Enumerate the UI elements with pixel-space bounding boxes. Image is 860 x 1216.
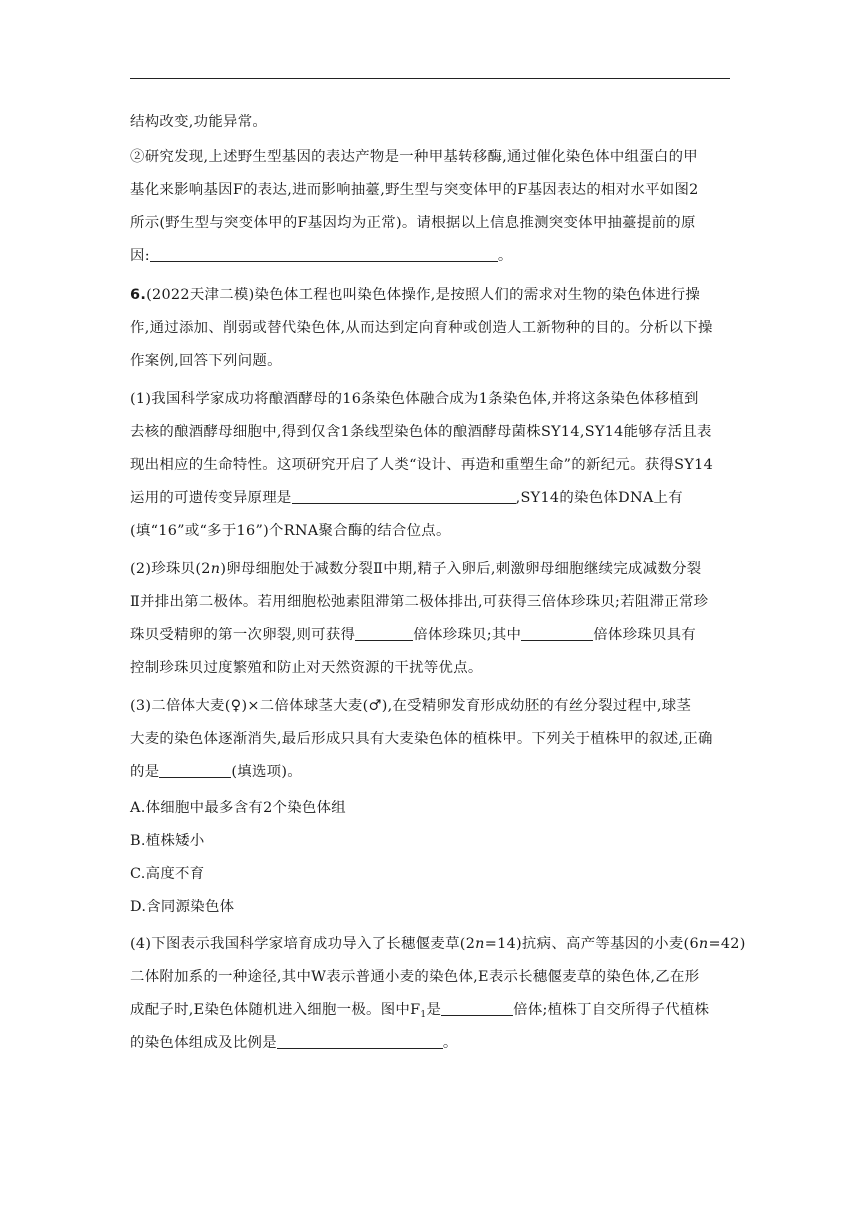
q6-part4-line-3-suffix: 倍体;植株丁自交所得子代植株 <box>513 1002 710 1018</box>
q6-part2-line-3 <box>130 626 696 644</box>
q6-part4-line-4-prefix: 的染色体组成及比例是 <box>130 1035 277 1051</box>
q6-part2-line-1 <box>130 560 701 578</box>
q6-stem-line-1 <box>130 286 700 304</box>
q6-part1-line-2: 去核的酿酒酵母细胞中,得到仅含1条线型染色体的酿酒酵母菌株SY14,SY14能够存活且表 <box>130 424 712 440</box>
q6-part4-italic-n: n <box>475 936 485 952</box>
q6-part2-line-3-prefix: 珠贝受精卵的第一次卵裂,则可获得 <box>130 627 356 643</box>
q6-part4-line-3 <box>130 1001 709 1024</box>
q6-part3-line-2: 大麦的染色体逐渐消失,最后形成只具有大麦染色体的植株甲。下列关于植株甲的叙述,正确 <box>130 731 713 747</box>
q5-line-5 <box>130 247 513 265</box>
option-b[interactable]: B.植株矮小 <box>130 833 205 849</box>
q6-part3-line-3-prefix: 的是 <box>130 764 160 780</box>
q6-part4-line-1 <box>130 935 746 953</box>
answer-blank-q6-2a[interactable] <box>355 626 413 641</box>
q6-part2-line-3-suffix: 倍体珍珠贝具有 <box>593 627 697 643</box>
q6-part1-line-4-prefix: 运用的可遗传变异原理是 <box>130 490 292 506</box>
option-c[interactable]: C.高度不育 <box>130 866 205 882</box>
q6-part3-line-1: (3)二倍体大麦(♀)×二倍体球茎大麦(♂),在受精卵发育形成幼胚的有丝分裂过程中,球茎 <box>130 698 692 714</box>
q6-part4-line-1-a: (4)下图表示我国科学家培育成功导入了长穗偃麦草(2 <box>130 936 476 952</box>
answer-blank-q6-1a[interactable] <box>292 489 516 504</box>
option-d[interactable]: D.含同源染色体 <box>130 899 235 915</box>
q6-part4-line-4-suffix: 。 <box>442 1035 458 1051</box>
q6-part2-line-1-a: (2)珍珠贝(2 <box>130 561 211 577</box>
q6-part2-line-2: Ⅱ并排出第二极体。若用细胞松弛素阻滞第二极体排出,可获得三倍体珍珠贝;若阻滞正常珍 <box>130 594 709 610</box>
answer-blank-q6-4a[interactable] <box>441 1001 513 1016</box>
answer-blank-q6-2b[interactable] <box>521 626 593 641</box>
q6-part4-italic-n-2: n <box>698 936 709 952</box>
q6-stem-line-2: 作,通过添加、削弱或替代染色体,从而达到定向育种或创造人工新物种的目的。分析以下操 <box>130 320 713 336</box>
q6-part2-line-1-b: )卵母细胞处于减数分裂Ⅱ中期,精子入卵后,刺激卵母细胞继续完成减数分裂 <box>220 561 702 577</box>
q6-part2-line-3-mid: 倍体珍珠贝;其中 <box>413 627 522 643</box>
q6-part1-line-3: 现出相应的生命特性。这项研究开启了人类“设计、再造和重塑生命”的新纪元。获得SY14 <box>130 457 714 473</box>
q6-part1-line-4 <box>130 489 683 507</box>
q6-part1-line-1: (1)我国科学家成功将酿酒酵母的16条染色体融合成为1条染色体,并将这条染色体移植到 <box>130 391 699 407</box>
q6-stem-line-3: 作案例,回答下列问题。 <box>130 353 282 369</box>
q6-part3-line-3-suffix: (填选项)。 <box>231 764 302 780</box>
q6-part4-line-4 <box>130 1034 458 1052</box>
q6-part3-line-3 <box>130 763 302 781</box>
q6-part2-italic-n: n <box>210 561 221 577</box>
q6-part4-line-3-mid: 是 <box>426 1002 442 1018</box>
q6-part4-line-1-b: =14)抗病、高产等基因的小麦(6 <box>484 936 699 952</box>
q6-part4-subscript: 1 <box>420 1010 427 1020</box>
q6-part4-line-1-c: =42) <box>708 936 746 952</box>
q6-stem-text-1: (2022天津二模)染色体工程也叫染色体操作,是按照人们的需求对生物的染色体进行操 <box>146 287 701 303</box>
q6-part4-line-2: 二体附加系的一种途径,其中W表示普通小麦的染色体,E表示长穗偃麦草的染色体,乙在形 <box>130 969 700 985</box>
q5-line-1: 结构改变,功能异常。 <box>130 114 268 130</box>
answer-blank-q6-4b[interactable] <box>277 1034 443 1049</box>
answer-blank-q6-3[interactable] <box>159 763 231 778</box>
q5-line-3: 基化来影响基因F的表达,进而影响抽薹,野生型与突变体甲的F基因表达的相对水平如图2 <box>130 182 699 198</box>
header-rule <box>130 78 730 79</box>
q5-line-5-suffix: 。 <box>497 248 513 264</box>
q6-part4-line-3-prefix: 成配子时,E染色体随机进入细胞一极。图中F <box>130 1002 421 1018</box>
q6-part1-line-5: (填“16”或“多于16”)个RNA聚合酶的结合位点。 <box>130 523 451 539</box>
q5-line-5-prefix: 因: <box>130 248 150 264</box>
answer-blank-q5[interactable] <box>150 247 498 262</box>
q6-part2-line-4: 控制珍珠贝过度繁殖和防止对天然资源的干扰等优点。 <box>130 660 483 676</box>
q6-number: 6. <box>130 287 147 303</box>
option-a[interactable]: A.体细胞中最多含有2个染色体组 <box>130 800 347 816</box>
q6-part1-line-4-suffix: ,SY14的染色体DNA上有 <box>515 490 683 506</box>
q5-line-4: 所示(野生型与突变体甲的F基因均为正常)。请根据以上信息推测突变体甲抽薹提前的原 <box>130 215 696 231</box>
q5-line-2: ②研究发现,上述野生型基因的表达产物是一种甲基转移酶,通过催化染色体中组蛋白的甲 <box>130 149 698 165</box>
